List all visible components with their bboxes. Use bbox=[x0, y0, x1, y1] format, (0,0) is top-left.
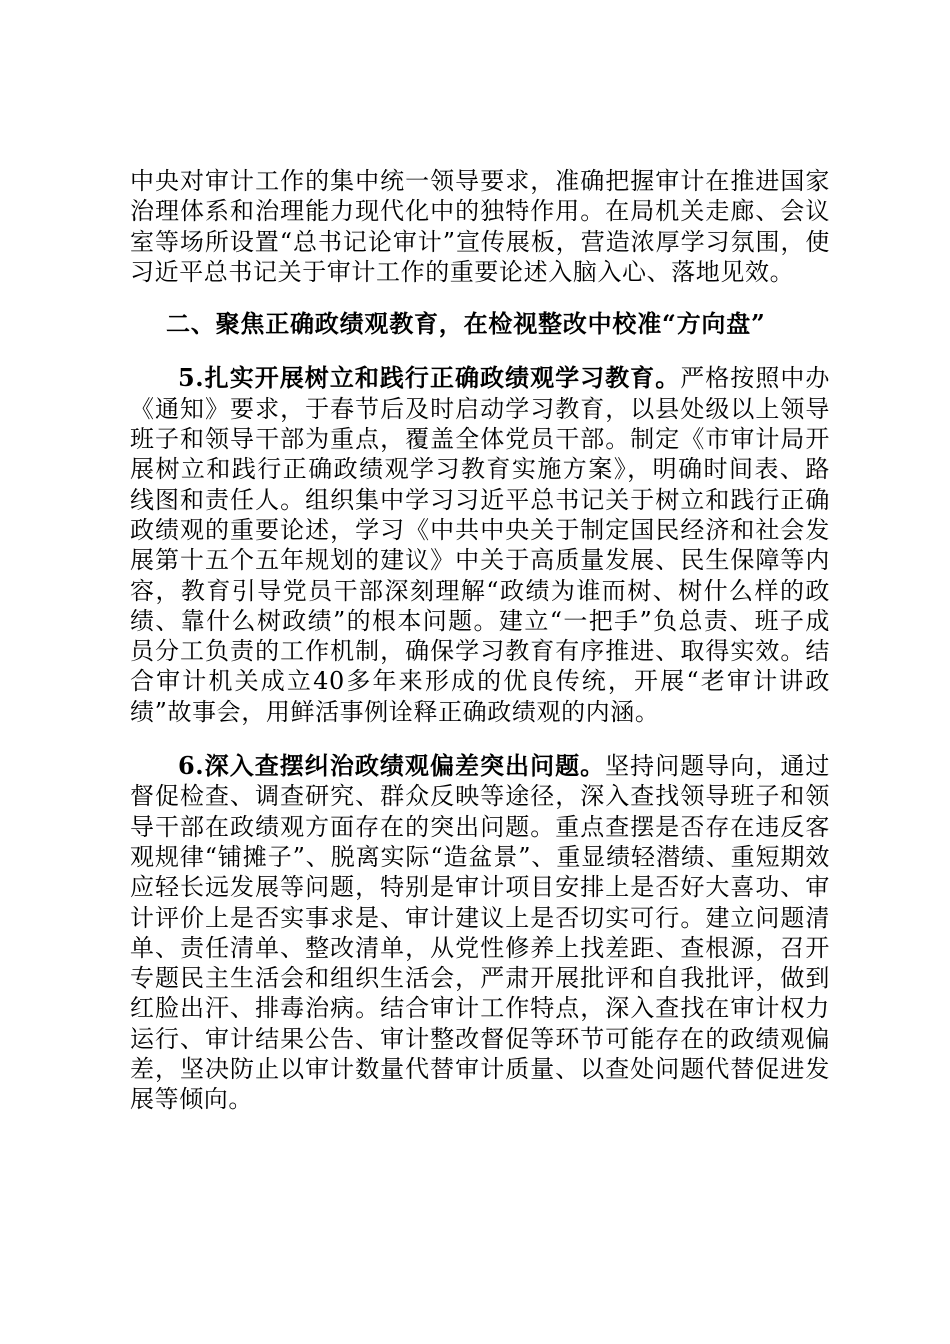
intro-paragraph: 中央对审计工作的集中统一领导要求，准确把握审计在推进国家治理体系和治理能力现代化中的独特作用。在局机关走廊、会议室等场所设置“总书记论审计”宣传展板，营造浓厚学习氛围，使习近平总书记关于审计工作的重要论述入脑入心、落地见效。 bbox=[130, 167, 830, 286]
section-heading: 二、聚焦正确政绩观教育，在检视整改中校准“方向盘” bbox=[166, 309, 766, 339]
item-6-body: 坚持问题导向，通过督促检查、调查研究、群众反映等途径，深入查找领导班子和领导干部在政绩观方面存在的突出问题。重点查摆是否存在违反客观规律“铺摊子”、脱离实际“造盆景”、重显绩轻潜绩、重短期效应轻长远发展等问题，特别是审计项目安排上是否好大喜功、审计评价上是否实事求是、审计建议上是否切实可行。建立问题清单、责任清单、整改清单，从党性修养上找差距、查根源，召开专题民主生活会和组织生活会，严肃开展批评和自我批评，做到红脸出汗、排毒治病。结合审计工作特点，深入查找在审计权力运行、审计结果公告、审计整改督促等环节可能存在的政绩观偏差，坚决防止以审计数量代替审计质量、以查处问题代替促进发展等倾向。 bbox=[130, 752, 830, 1114]
item-5-lead: 5.扎实开展树立和践行正确政绩观学习教育。 bbox=[178, 363, 681, 393]
item-5-body: 严格按照中办《通知》要求，于春节后及时启动学习教育，以县处级以上领导班子和领导干部为重点，覆盖全体党员干部。制定《市审计局开展树立和践行正确政绩观学习教育实施方案》，明确时间表、路线图和责任人。组织集中学习习近平总书记关于树立和践行正确政绩观的重要论述，学习《中共中央关于制定国民经济和社会发展第十五个五年规划的建议》中关于高质量发展、民生保障等内容，教育引导党员干部深刻理解“政绩为谁而树、树什么样的政绩、靠什么树政绩”的根本问题。建立“一把手”负总责、班子成员分工负责的工作机制，确保学习教育有序推进、取得实效。结合审计机关成立40多年来形成的优良传统，开展“老审计讲政绩”故事会，用鲜活事例诠释正确政绩观的内涵。 bbox=[130, 364, 830, 726]
item-6-paragraph bbox=[130, 751, 830, 1115]
item-6-lead: 6.深入查摆纠治政绩观偏差突出问题。 bbox=[178, 751, 606, 781]
document-page bbox=[130, 166, 830, 1115]
item-5-paragraph bbox=[130, 363, 830, 727]
